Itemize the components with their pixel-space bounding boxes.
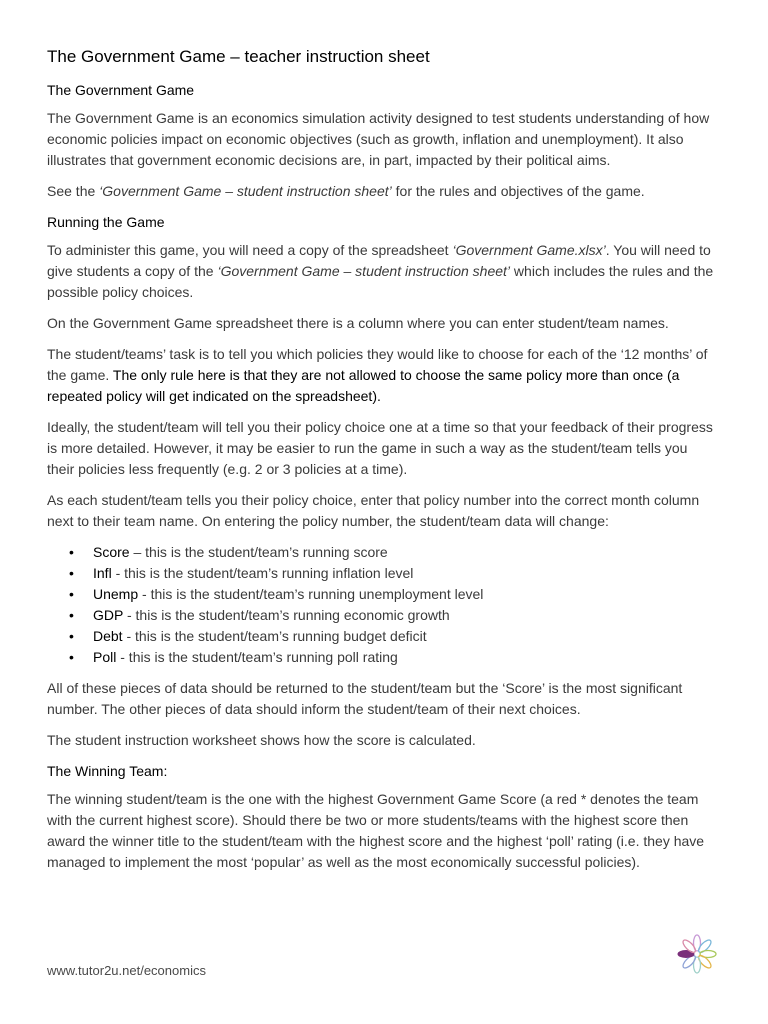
intro-paragraph: The Government Game is an economics simulation activity designed to test students understanding of how economic policies impact on economic objectives (such as growth, inflation and unemployment). It also illustrates that government economic decisions are, in part, impacted by their political aims. (47, 110, 710, 168)
tutor2u-flower-logo-icon (674, 934, 720, 974)
feedback-paragraph: Ideally, the student/team will tell you their policy choice one at a time so that your feedback of their progress is more detailed. However, it may be easier to run the game in such a way as the student/team tells you their policies less frequently (e.g. 2 or 3 policies at a time). (47, 419, 713, 477)
administer-paragraph: To administer this game, you will need a copy of the spreadsheet ‘Government Game.xlsx’. You will need to give students a copy of the ‘Government Game – student instruction sheet’ which includes the rules and the possible policy choices. (47, 242, 714, 300)
bullet-icon: • (69, 565, 74, 581)
student-sheet-reference-2: ‘Government Game – student instruction sheet’ (217, 263, 511, 279)
bullet-icon: • (69, 628, 74, 644)
data-items-list (47, 542, 715, 668)
score-significance-paragraph: All of these pieces of data should be returned to the student/team but the ‘Score’ is the most significant number. The other pieces of data should inform the student/team of their next choices. (47, 680, 683, 717)
list-item: • Unemp - this is the student/team’s running unemployment level (47, 584, 715, 605)
student-sheet-reference: ‘Government Game – student instruction sheet’ (99, 183, 392, 199)
bullet-icon: • (69, 586, 74, 602)
document-title: The Government Game – teacher instruction sheet (47, 47, 430, 66)
spreadsheet-column-paragraph: On the Government Game spreadsheet there is a column where you can enter student/team names. (47, 315, 669, 331)
list-item: • Score – this is the student/team’s running score (47, 542, 715, 563)
bullet-icon: • (69, 544, 74, 560)
spreadsheet-reference: ‘Government Game.xlsx’ (452, 242, 606, 258)
section-heading-running-game: Running the Game (47, 214, 165, 230)
bullet-icon: • (69, 607, 74, 623)
rule-statement: The only rule here is that they are not allowed to choose the same policy more than once (a repeated policy will get indicated on the spreadsheet). (47, 367, 680, 404)
score-calculation-paragraph: The student instruction worksheet shows how the score is calculated. (47, 732, 476, 748)
list-item: • Debt - this is the student/team’s running budget deficit (47, 626, 715, 647)
list-item: • GDP - this is the student/team’s running economic growth (47, 605, 715, 626)
document-page (47, 40, 715, 883)
see-sheet-paragraph: See the ‘Government Game – student instruction sheet’ for the rules and objectives of the game. (47, 183, 645, 199)
winning-team-paragraph: The winning student/team is the one with the highest Government Game Score (a red * denotes the team with the current highest score). Should there be two or more students/teams with the highest score then award the winner title to the student/team with the highest score and the highest ‘poll’ rating (i.e. they have managed to implement the most ‘popular’ as well as the most economically successful policies). (47, 791, 705, 870)
section-heading-winning-team: The Winning Team: (47, 763, 168, 779)
task-paragraph: The student/teams’ task is to tell you which policies they would like to choose for each of the ‘12 months’ of the game. The only rule here is that they are not allowed to choose the same policy more than once (a repeated policy will get indicated on the spreadsheet). (47, 346, 708, 404)
list-item: • Infl - this is the student/team’s running inflation level (47, 563, 715, 584)
footer-url: www.tutor2u.net/economics (47, 963, 206, 978)
list-item: • Poll - this is the student/team’s running poll rating (47, 647, 715, 668)
bullet-icon: • (69, 649, 74, 665)
policy-entry-paragraph: As each student/team tells you their policy choice, enter that policy number into the correct month column next to their team name. On entering the policy number, the student/team data will change: (47, 492, 700, 529)
section-heading-government-game: The Government Game (47, 82, 195, 98)
